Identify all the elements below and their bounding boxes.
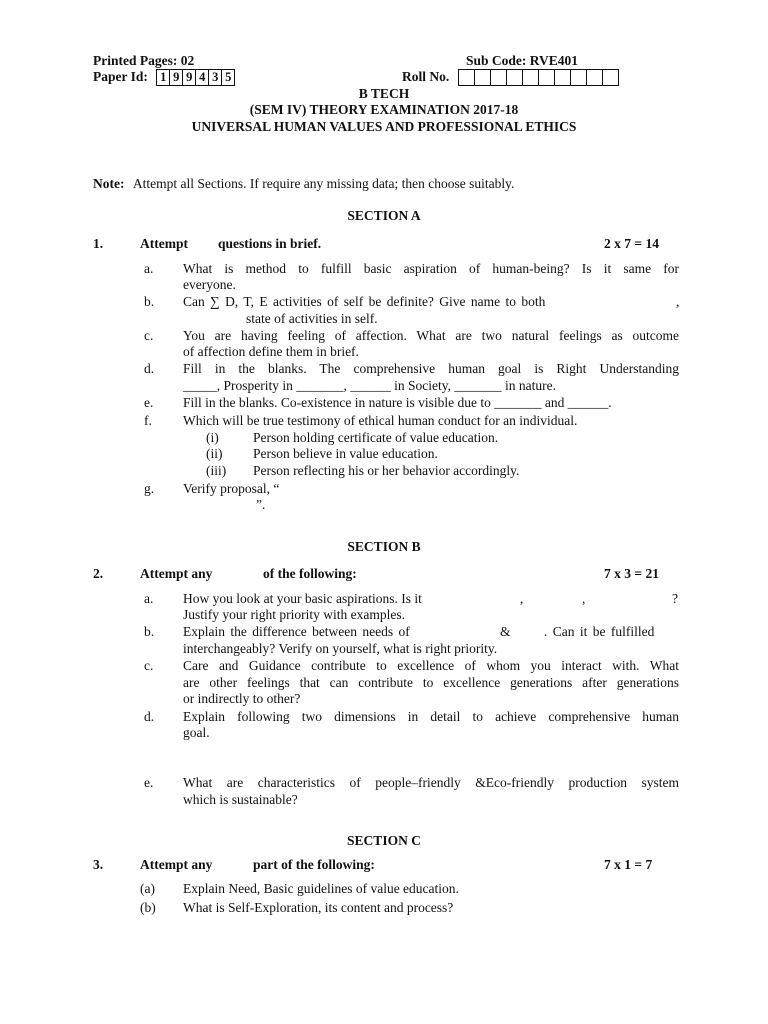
roll-digit-box[interactable]: [586, 69, 603, 86]
q2a-question-mark: ?: [672, 591, 678, 606]
paper-id-digit: 5: [221, 69, 235, 86]
item-marker: f.: [144, 413, 152, 428]
sub-code: Sub Code: RVE401: [466, 53, 579, 68]
option-text: Person believe in value education.: [253, 446, 438, 461]
roll-digit-box[interactable]: [538, 69, 555, 86]
q2a-comma2: ,: [582, 591, 586, 606]
q2a-line1: How you look at your basic aspirations. Is it: [183, 591, 422, 606]
q2a-comma1: ,: [520, 591, 524, 606]
printed-pages: Printed Pages: 02: [93, 53, 195, 68]
paper-id-digit: 9: [169, 69, 183, 86]
subject-title: UNIVERSAL HUMAN VALUES AND PROFESSIONAL ETHICS: [191, 119, 577, 134]
roll-digit-box[interactable]: [474, 69, 491, 86]
item-marker: a.: [144, 591, 154, 606]
section-a-title: SECTION A: [347, 208, 421, 223]
paper-id-digit: 9: [182, 69, 196, 86]
q1-marks: 2 x 7 = 14: [604, 236, 659, 251]
item-marker: d.: [144, 361, 155, 376]
q1d-line2: _____, Prosperity in _______, ______ in Society, _______ in nature.: [183, 378, 556, 393]
paper-id-boxes: [157, 69, 235, 86]
q1a-line1: What is method to fulfill basic aspiration of human-being? Is it same for: [183, 261, 679, 276]
roll-no: [402, 69, 619, 86]
q2e-line1: What are characteristics of people–friendly &Eco-friendly production system: [183, 775, 679, 790]
q2-number: 2.: [93, 566, 104, 581]
q2b-ampersand: &: [500, 624, 511, 639]
section-c-title: SECTION C: [347, 833, 421, 848]
q1d-line1: Fill in the blanks. The comprehensive human goal is Right Understanding: [183, 361, 679, 376]
q2c-line2: are other feelings that can contribute to excellence generations after generations: [183, 675, 679, 690]
item-marker: e.: [144, 395, 154, 410]
q1b-line2: state of activities in self.: [246, 311, 378, 326]
q2b-line2: interchangeably? Verify on yourself, what is right priority.: [183, 641, 498, 656]
paper-id-label: Paper Id:: [93, 69, 148, 84]
option-text: Person reflecting his or her behavior accordingly.: [253, 463, 520, 478]
option-number: (iii): [206, 463, 227, 478]
option-number: (ii): [206, 446, 223, 461]
item-marker: (b): [140, 900, 156, 915]
roll-digit-box[interactable]: [522, 69, 539, 86]
paper-id-digit: 1: [156, 69, 170, 86]
q1-instruction-part2: questions in brief.: [218, 236, 322, 251]
item-marker: (a): [140, 881, 155, 896]
item-marker: c.: [144, 658, 154, 673]
q2a-line2: Justify your right priority with examples.: [183, 607, 405, 622]
q1b-comma: ,: [676, 294, 680, 309]
q3-marks: 7 x 1 = 7: [604, 857, 653, 872]
q1b-line1: Can ∑ D, T, E activities of self be definite? Give name to both: [183, 294, 546, 309]
q2d-line2: goal.: [183, 725, 210, 740]
option-number: (i): [206, 430, 219, 445]
paper-id-digit: 4: [195, 69, 209, 86]
q3b-text: What is Self-Exploration, its content and process?: [183, 900, 454, 915]
paper-id-digit: 3: [208, 69, 222, 86]
roll-no-boxes[interactable]: [459, 69, 619, 86]
item-marker: e.: [144, 775, 154, 790]
note-label: Note:: [93, 176, 125, 191]
roll-digit-box[interactable]: [570, 69, 587, 86]
roll-digit-box[interactable]: [506, 69, 523, 86]
q2d-line1: Explain following two dimensions in detail to achieve comprehensive human: [183, 709, 679, 724]
q2c-line1: Care and Guidance contribute to excellence of whom you interact with. What: [183, 658, 679, 673]
q3-instruction-part2: part of the following:: [253, 857, 375, 872]
roll-digit-box[interactable]: [458, 69, 475, 86]
q2-instruction-part2: of the following:: [263, 566, 357, 581]
q3-instruction-part1: Attempt any: [140, 857, 213, 872]
q2-marks: 7 x 3 = 21: [604, 566, 659, 581]
q1-instruction-part1: Attempt: [140, 236, 188, 251]
q2-instruction-part1: Attempt any: [140, 566, 213, 581]
q1c-line1: You are having feeling of affection. What are two natural feelings as outcome: [183, 328, 679, 343]
q1-number: 1.: [93, 236, 104, 251]
item-marker: d.: [144, 709, 155, 724]
note: [93, 176, 514, 193]
q3a-text: Explain Need, Basic guidelines of value education.: [183, 881, 459, 896]
roll-digit-box[interactable]: [554, 69, 571, 86]
item-marker: g.: [144, 481, 155, 496]
q1f-line1: Which will be true testimony of ethical human conduct for an individual.: [183, 413, 578, 428]
section-b-title: SECTION B: [347, 539, 421, 554]
roll-no-label: Roll No.: [402, 69, 450, 84]
paper-id: [93, 69, 235, 86]
option-text: Person holding certificate of value education.: [253, 430, 499, 445]
degree-title: B TECH: [358, 86, 410, 101]
item-marker: b.: [144, 294, 155, 309]
item-marker: c.: [144, 328, 154, 343]
q2c-line3: or indirectly to other?: [183, 691, 301, 706]
roll-digit-box[interactable]: [602, 69, 619, 86]
q1e-line1: Fill in the blanks. Co-existence in nature is visible due to _______ and ______.: [183, 395, 612, 410]
item-marker: b.: [144, 624, 155, 639]
q2e-line2: which is sustainable?: [183, 792, 298, 807]
q1a-line2: everyone.: [183, 277, 236, 292]
q3-number: 3.: [93, 857, 104, 872]
exam-title: (SEM IV) THEORY EXAMINATION 2017-18: [249, 102, 519, 117]
q2b-line1-end: . Can it be fulfilled: [544, 624, 655, 639]
q1g-line1: Verify proposal, “: [183, 481, 280, 496]
item-marker: a.: [144, 261, 154, 276]
note-text: Attempt all Sections. If require any missing data; then choose suitably.: [132, 176, 515, 191]
q2b-line1: Explain the difference between needs of: [183, 624, 410, 639]
roll-digit-box[interactable]: [490, 69, 507, 86]
q1g-line2: ”.: [256, 497, 266, 512]
q1c-line2: of affection define them in brief.: [183, 344, 359, 359]
